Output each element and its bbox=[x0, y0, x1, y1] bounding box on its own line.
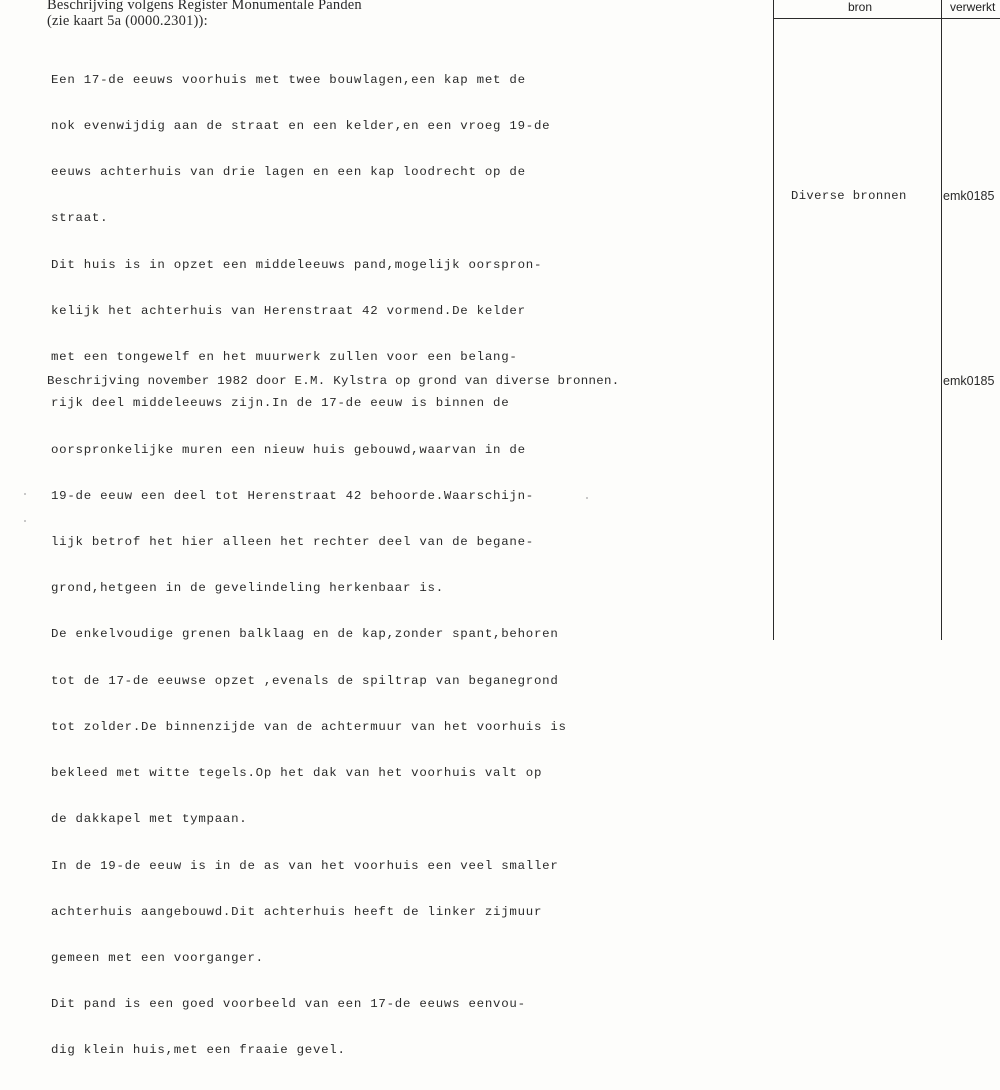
verwerkt-cell: emk0185 bbox=[943, 189, 995, 203]
column-header-rule bbox=[773, 18, 1000, 19]
heading-line-2: (zie kaart 5a (0000.2301)): bbox=[47, 13, 208, 29]
description-line: tot zolder.De binnenzijde van de achtermuur van het voorhuis is bbox=[51, 719, 567, 734]
paper-speck bbox=[586, 497, 588, 499]
description-line: kelijk het achterhuis van Herenstraat 42 vormend.De kelder bbox=[51, 303, 526, 318]
description-line: grond,hetgeen in de gevelindeling herkenbaar is. bbox=[51, 581, 444, 596]
bron-cell: Diverse bronnen bbox=[791, 189, 907, 203]
column-divider-bron bbox=[773, 0, 774, 640]
description-line: met een tongewelf en het muurwerk zullen voor een belang- bbox=[51, 350, 518, 365]
description-line: gemeen met een voorganger. bbox=[51, 950, 264, 965]
description-text bbox=[51, 42, 567, 1090]
description-line: De enkelvoudige grenen balklaag en de kap,zonder spant,behoren bbox=[51, 627, 559, 642]
paper-speck bbox=[24, 493, 26, 495]
document-heading bbox=[47, 0, 362, 29]
description-line: dig klein huis,met een fraaie gevel. bbox=[51, 1043, 346, 1058]
description-line: Dit pand is een goed voorbeeld van een 17-de eeuws eenvou- bbox=[51, 997, 526, 1012]
column-header-bron: bron bbox=[848, 0, 873, 14]
description-source-line: Beschrijving november 1982 door E.M. Kylstra op grond van diverse bronnen. bbox=[47, 374, 620, 388]
description-line: bekleed met witte tegels.Op het dak van het voorhuis valt op bbox=[51, 766, 543, 781]
description-line: tot de 17-de eeuwse opzet ,evenals de spiltrap van beganegrond bbox=[51, 673, 559, 688]
heading-line-1: Beschrijving volgens Register Monumentale Panden bbox=[47, 0, 362, 13]
column-divider-verwerkt bbox=[941, 0, 942, 640]
description-line: oorspronkelijke muren een nieuw huis gebouwd,waarvan in de bbox=[51, 442, 526, 457]
description-line: de dakkapel met tympaan. bbox=[51, 812, 248, 827]
description-line: lijk betrof het hier alleen het rechter deel van de begane- bbox=[51, 535, 534, 549]
description-line: rijk deel middeleeuws zijn.In de 17-de eeuw is binnen de bbox=[51, 396, 510, 411]
description-line: Een 17-de eeuws voorhuis met twee bouwlagen,een kap met de bbox=[51, 72, 526, 87]
description-line: Dit huis is in opzet een middeleeuws pand,mogelijk oorspron- bbox=[51, 257, 543, 272]
description-line: achterhuis aangebouwd.Dit achterhuis heeft de linker zijmuur bbox=[51, 904, 543, 919]
column-header-verwerkt: verwerkt bbox=[950, 0, 996, 14]
description-line: eeuws achterhuis van drie lagen en een kap loodrecht op de bbox=[51, 165, 526, 180]
paper-speck bbox=[24, 520, 26, 522]
verwerkt-cell: emk0185 bbox=[943, 374, 995, 388]
description-line: straat. bbox=[51, 211, 109, 226]
description-line: In de 19-de eeuw is in de as van het voorhuis een veel smaller bbox=[51, 858, 559, 873]
description-line: nok evenwijdig aan de straat en een kelder,en een vroeg 19-de bbox=[51, 119, 551, 134]
description-line: 19-de eeuw een deel tot Herenstraat 42 behoorde.Waarschijn- bbox=[51, 488, 534, 503]
